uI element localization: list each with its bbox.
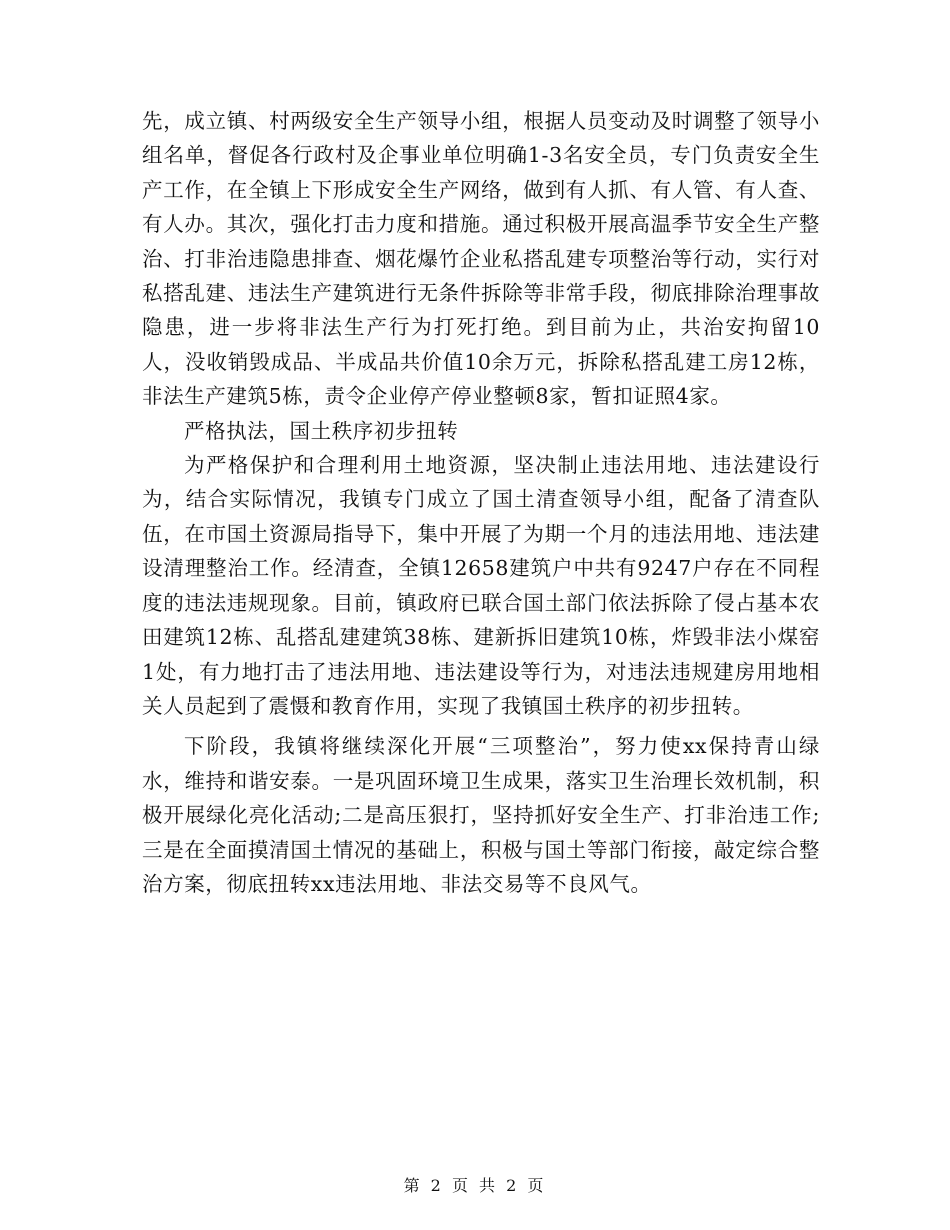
paragraph-next-stage: 下阶段，我镇将继续深化开展“三项整治”，努力使xx保持青山绿水，维持和谐安泰。一是巩固环境卫生成果，落实卫生治理长效机制，积极开展绿化亮化活动;二是高压狠打，坚持抓好安全生产、打非治违工作;三是在全面摸清国土情况的基础上，积极与国土等部门衔接，敲定综合整治方案，彻底扭转xx违法用地、非法交易等不良风气。 — [142, 734, 820, 896]
paragraph-continued: 先，成立镇、村两级安全生产领导小组，根据人员变动及时调整了领导小组名单，督促各行政村及企事业单位明确1-3名安全员，专门负责安全生产工作，在全镇上下形成安全生产网络，做到有人抓、有人管、有人查、有人办。其次，强化打击力度和措施。通过积极开展高温季节安全生产整治、打非治违隐患排查、烟花爆竹企业私搭乱建专项整治等行动，实行对私搭乱建、违法生产建筑进行无条件拆除等非常手段，彻底排除治理事故隐患，进一步将非法生产行为打死打绝。到目前为止，共治安拘留10人，没收销毁成品、半成品共价值10余万元，拆除私搭乱建工房12栋，非法生产建筑5栋，责令企业停产停业整顿8家，暂扣证照4家。 — [142, 109, 820, 409]
page-footer: 第 2 页 共 2 页 — [403, 1176, 547, 1195]
paragraph-land-order: 为严格保护和合理利用土地资源，坚决制止违法用地、违法建设行为，结合实际情况，我镇专门成立了国土清查领导小组，配备了清查队伍，在市国土资源局指导下，集中开展了为期一个月的违法用地、违法建设清理整治工作。经清查，全镇12658建筑户中共有9247户存在不同程度的违法违规现象。目前，镇政府已联合国土部门依法拆除了侵占基本农田建筑12栋、乱搭乱建建筑38栋、建新拆旧建筑10栋，炸毁非法小煤窑1处，有力地打击了违法用地、违法建设等行为，对违法违规建房用地相关人员起到了震慑和教育作用，实现了我镇国土秩序的初步扭转。 — [142, 453, 820, 718]
document-body — [142, 104, 820, 901]
section-heading: 严格执法，国土秩序初步扭转 — [184, 418, 459, 443]
